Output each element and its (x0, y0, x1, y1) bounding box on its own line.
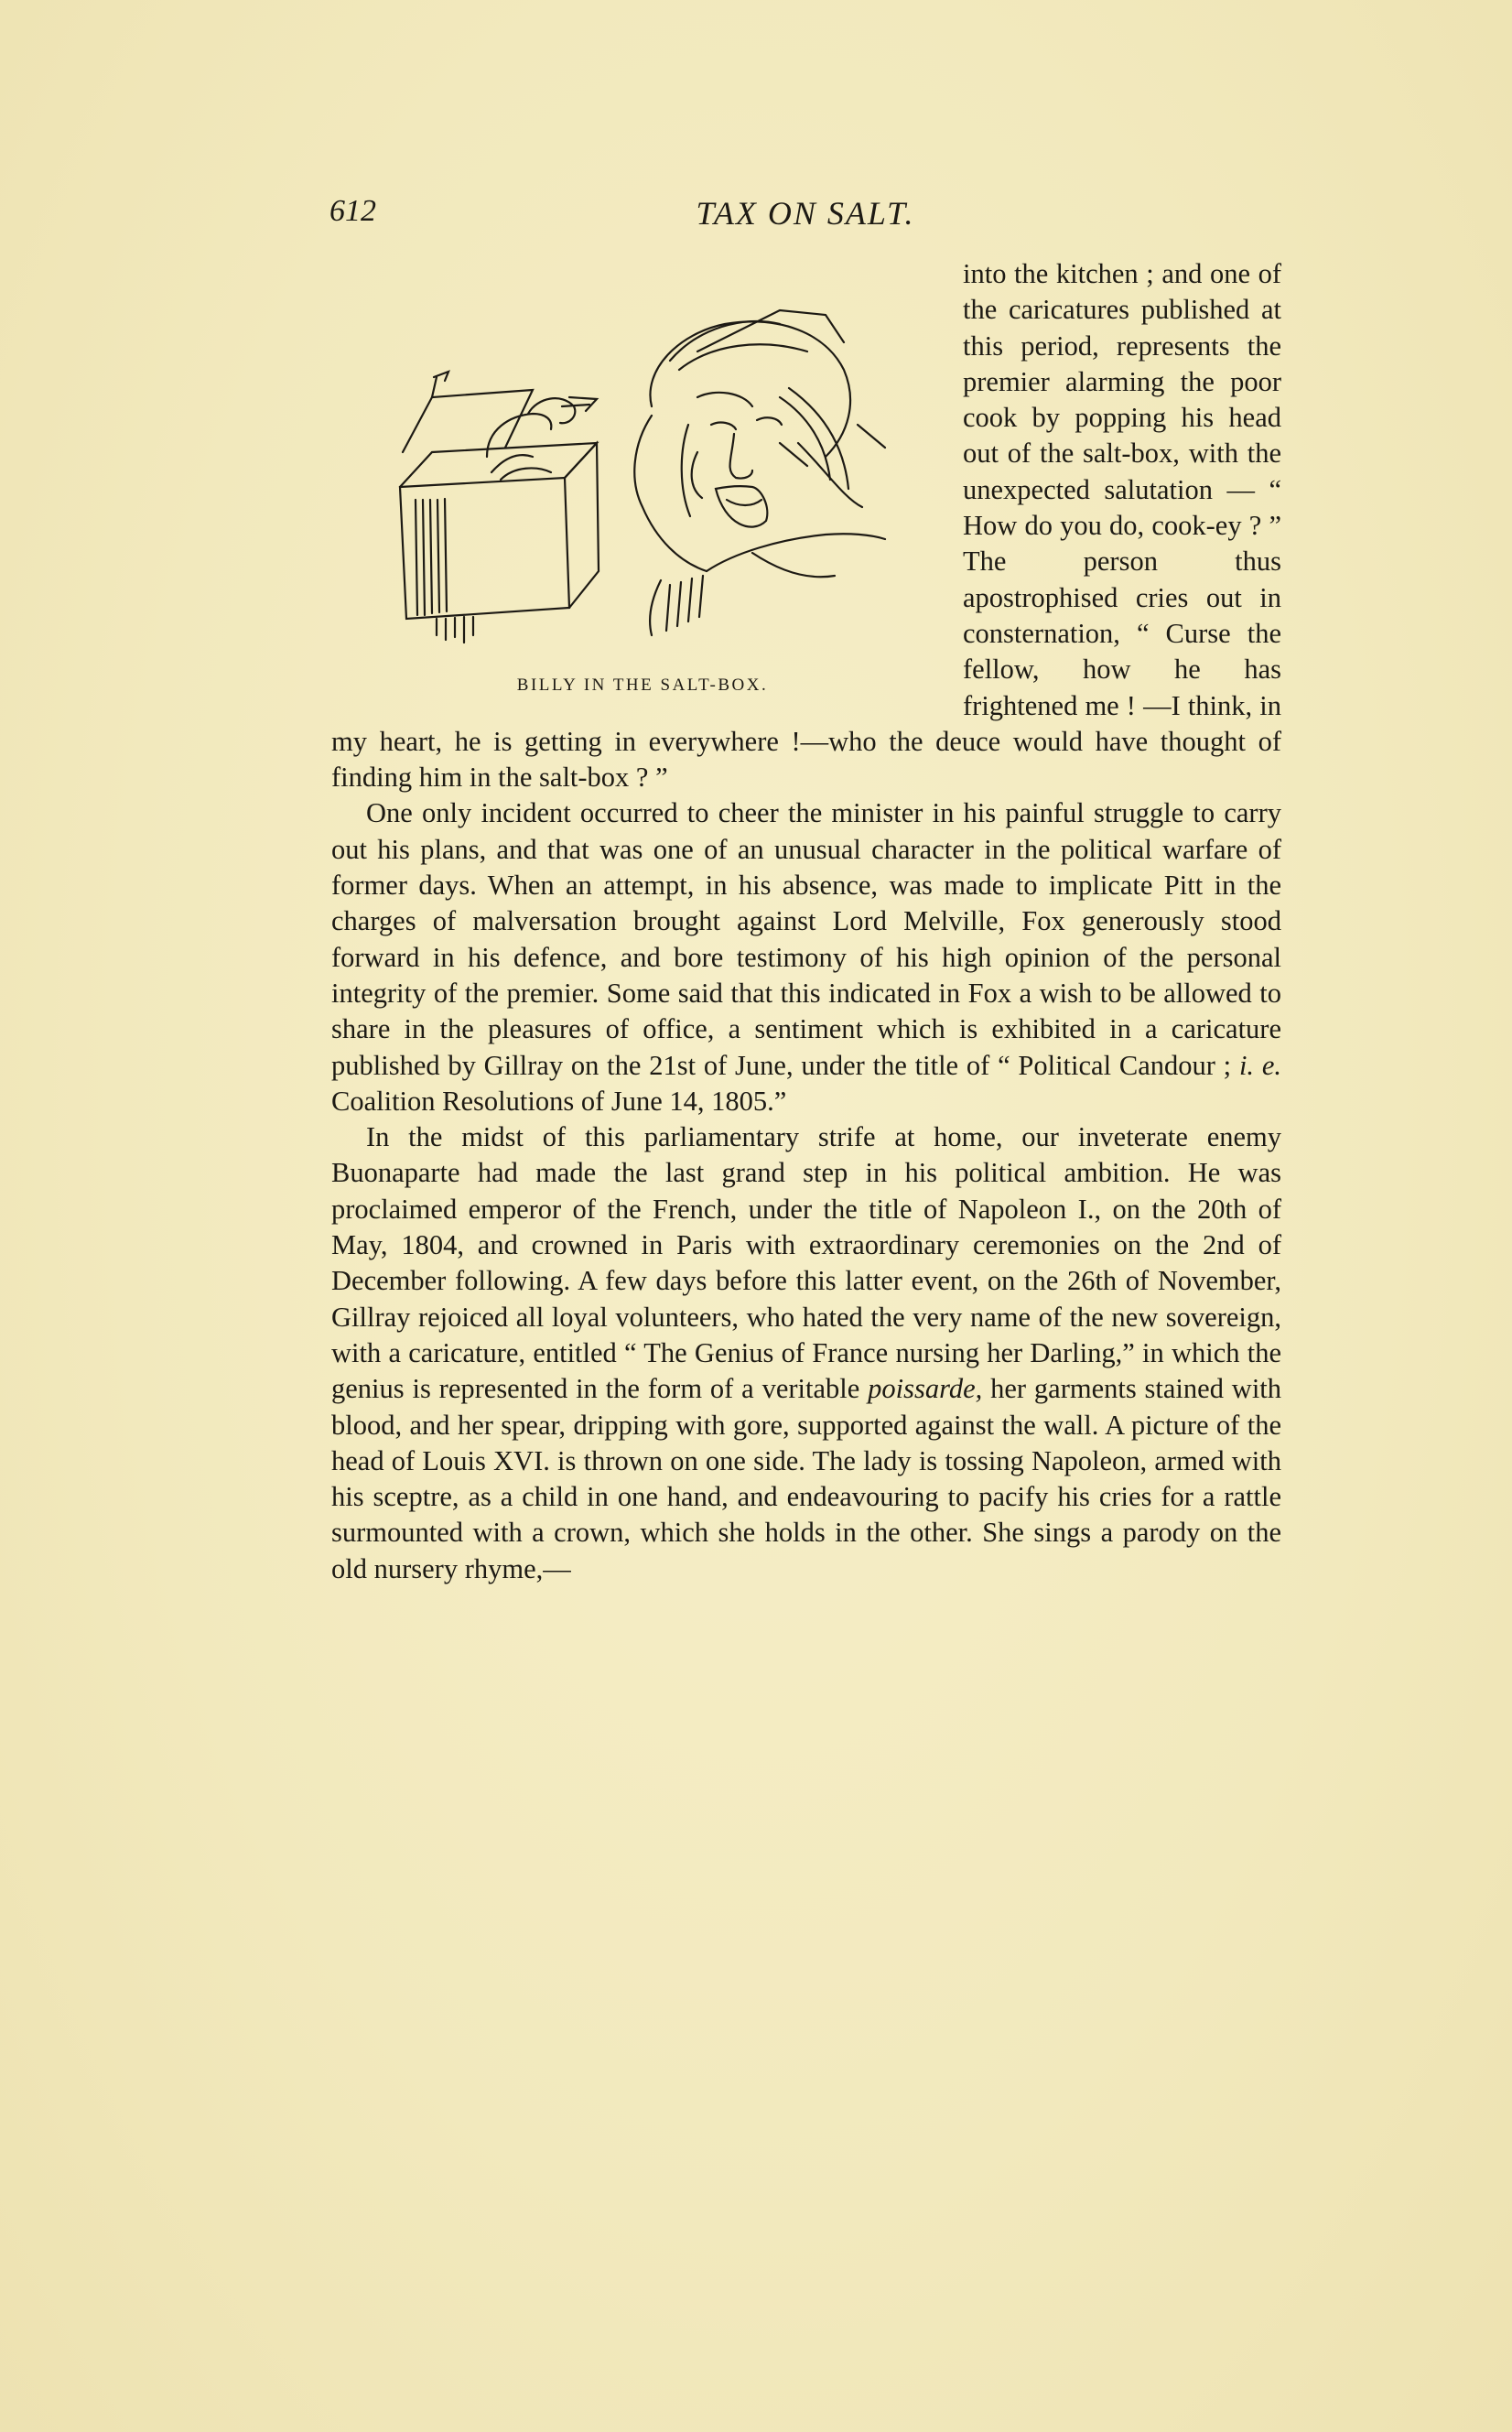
paragraph-3-italic: poissarde, (868, 1373, 983, 1405)
running-head (329, 194, 1281, 240)
paragraph-3-tail: her garments stained with blood, and her spear, dripping with gore, supported against the wall. A picture of the head of Louis XVI. is thrown on one side. The lady is tossing Napoleon, armed with his sceptre, as a child in one hand, and endeavouring to pacify his cries for a rattle surmounted with a crown, which she holds in the other. She sings a parody on the old nursery rhyme,— (331, 1373, 1282, 1584)
body-text (331, 256, 1281, 1587)
paragraph-2-tail: Coalition Resolutions of June 14, 1805.” (331, 1085, 787, 1117)
running-title: TAX ON SALT. (696, 195, 915, 232)
paragraph-2 (331, 795, 1281, 1119)
salt-box-caricature-icon (350, 260, 935, 663)
paragraph-3-text: In the midst of this parliamentary strife at home, our inveterate enemy Buonaparte had made the last grand step in his political ambition. He was proclaimed emperor of the French, under the title of Napoleon I., on the 20th of May, 1804, and crowned in Paris with extraordinary ceremonies on the 2nd of December following. A few days before this latter event, on the 26th of November, Gillray rejoiced all loyal volunteers, who hated the very name of the new sovereign, with a caricature, entitled “ The Genius of France nursing her Darling,” in which the genius is represented in the form of a veritable (331, 1121, 1281, 1405)
paragraph-2-text: One only incident occurred to cheer the minister in his painful struggle to carry out his plans, and that was one of an unusual character in the political warfare of former days. When an attempt, in his absence, was made to implicate Pitt in the charges of malversation brought against Lord Melville, Fox generously stood forward in his defence, and bore testimony of his high opinion of the personal integrity of the premier. Some said that this indicated in Fox a wish to be allowed to share in the pleasures of office, a sentiment which is exhibited in a caricature published by Gillray on the 21st of June, under the title of “ Political Candour ; (331, 797, 1281, 1081)
illustration (350, 260, 935, 718)
page-number: 612 (329, 194, 376, 228)
paragraph-1: into the kitchen ; and one of the caricatures published at this period, represents the premier alarming the poor cook by popping his head out of the salt-box, with the unexpected salutation — “ How do you do, cook-ey ? ” The person thus apostrophised cries out in consternation, “ Curse the fellow, how he has frightened me ! —I think, in my heart, he is getting in everywhere !—who the deuce would have thought of finding him in the salt-box ? ” (331, 258, 1281, 794)
paragraph-2-italic: i. e. (1238, 1049, 1282, 1081)
paragraph-3 (331, 1119, 1281, 1587)
figure-caption: BILLY IN THE SALT-BOX. (516, 676, 769, 695)
